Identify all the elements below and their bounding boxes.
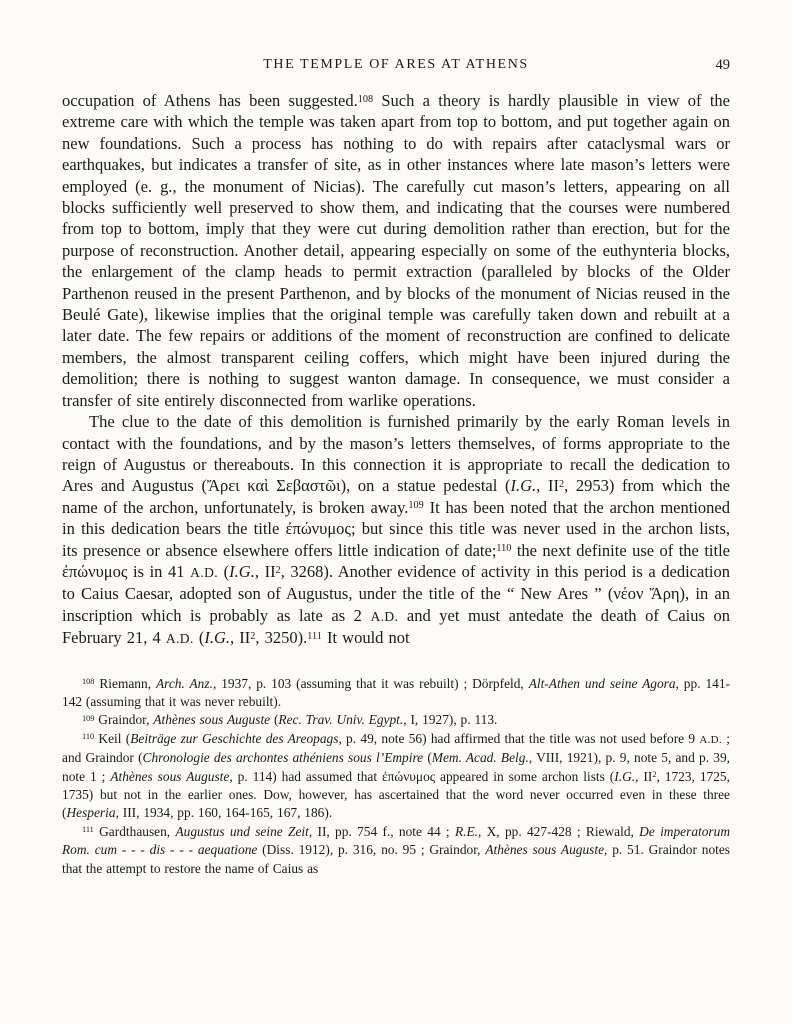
- running-head-title: THE TEMPLE OF ARES AT ATHENS: [263, 57, 529, 72]
- paragraph: The clue to the date of this demolition is furnished primarily by the early Roman levels in contact with the foundations, and by the mason’s letters themselves, of forms appropriate to the reign of Augustus or thereabouts. In this connection it is appropriate to recall the dedication to Ares and Augustus (Ἄρει καὶ Σεβαστῶι), on a statue pedestal (I.G., $II^2$, 2953) from which the name of the archon, unfortunately, is broken away.$^{109}$ It has been noted that the archon mentioned in this dedication bears the title ἐπώνυμος; but since this title was never used in the archon lists, its presence or absence elsewhere offers little indication of date;$^{110}$ the next definite use of the title ἐπώνυμος is in 41 A.D. (I.G., $II^2$, 3268). Another evidence of activity in this period is a dedication to Caius Caesar, adopted son of Augustus, under the title of the “ New Ares ” (νέον Ἄρη), in an inscription which is probably as late as 2 A.D. and yet must antedate the death of Caius on February 21, 4 A.D. (I.G., $II^2$, 3250).$^{111}$ It would not: [62, 412, 730, 648]
- page-number: 49: [715, 57, 730, 73]
- body-text: [62, 90, 730, 650]
- paragraph: occupation of Athens has been suggested.$^{108}$ Such a theory is hardly plausible in view of the extreme care with which the temple was taken apart from top to bottom, and put together again on new foundations. Such a process has nothing to do with repairs after cataclysmal wars or earthquakes, but indicates a transfer of site, as in other instances where late mason’s letters were employed (e. g., the monument of Nicias). The carefully cut mason’s letters, appearing on all blocks sufficiently well preserved to show them, and indicating that the courses were numbered from top to bottom, imply that they were cut during demolition rather than erection, but for the purpose of reconstruction. Another detail, appearing especially on some of the euthynteria blocks, the enlargement of the clamp heads to permit extraction (paralleled by blocks of the Older Parthenon reused in the present Parthenon, and by blocks of the monument of Nicias reused in the Beulé Gate), likewise implies that the original temple was carefully taken down and rebuilt at a later date. The few repairs or additions of the moment of reconstruction are confined to delicate members, the almost transparent ceiling coffers, which might have been injured during the demolition; there is nothing to suggest wanton damage. In consequence, we must consider a transfer of site entirely disconnected from warlike operations.: [62, 91, 731, 410]
- footnotes-section: [62, 675, 730, 878]
- footnote-110: $^{110}$ Keil (Beiträge zur Geschichte des Areopags, p. 49, note 56) had affirmed that the title was not used before 9 A.D. ; and Graindor (Chronologie des archontes athéniens sous l’Empire (Mem. Acad. Belg., VIII, 1921), p. 9, note 5, and p. 39, note 1 ; Athènes sous Auguste, p. 114) had assumed that ἐπώνυμος appeared in some archon lists (I.G., $II^2$, 1723, 1725, 1735) but not in the earlier ones. Dow, however, has ascertained that the word never occurred even in these three (Hesperia, III, 1934, pp. 160, 164-165, 167, 186).: [62, 730, 730, 821]
- footnote-109: $^{109}$ Graindor, Athènes sous Auguste (Rec. Trav. Univ. Egypt., I, 1927), p. 113.: [82, 712, 498, 728]
- footnote-108: $^{108}$ Riemann, Arch. Anz., 1937, p. 103 (assuming that it was rebuilt) ; Dörpfeld, Alt-Athen und seine Agora, pp. 141-142 (assuming that it was never rebuilt).: [62, 675, 730, 709]
- footnote-111: $^{111}$ Gardthausen, Augustus und seine Zeit, II, pp. 754 f., note 44 ; R.E., X, pp. 427-428 ; Riewald, De imperatorum Rom. cum - - - dis - - - aequatione (Diss. 1912), p. 316, no. 95 ; Graindor, Athènes sous Auguste, p. 51. Graindor notes that the attempt to restore the name of Caius as: [62, 823, 731, 876]
- page-header: [62, 57, 730, 73]
